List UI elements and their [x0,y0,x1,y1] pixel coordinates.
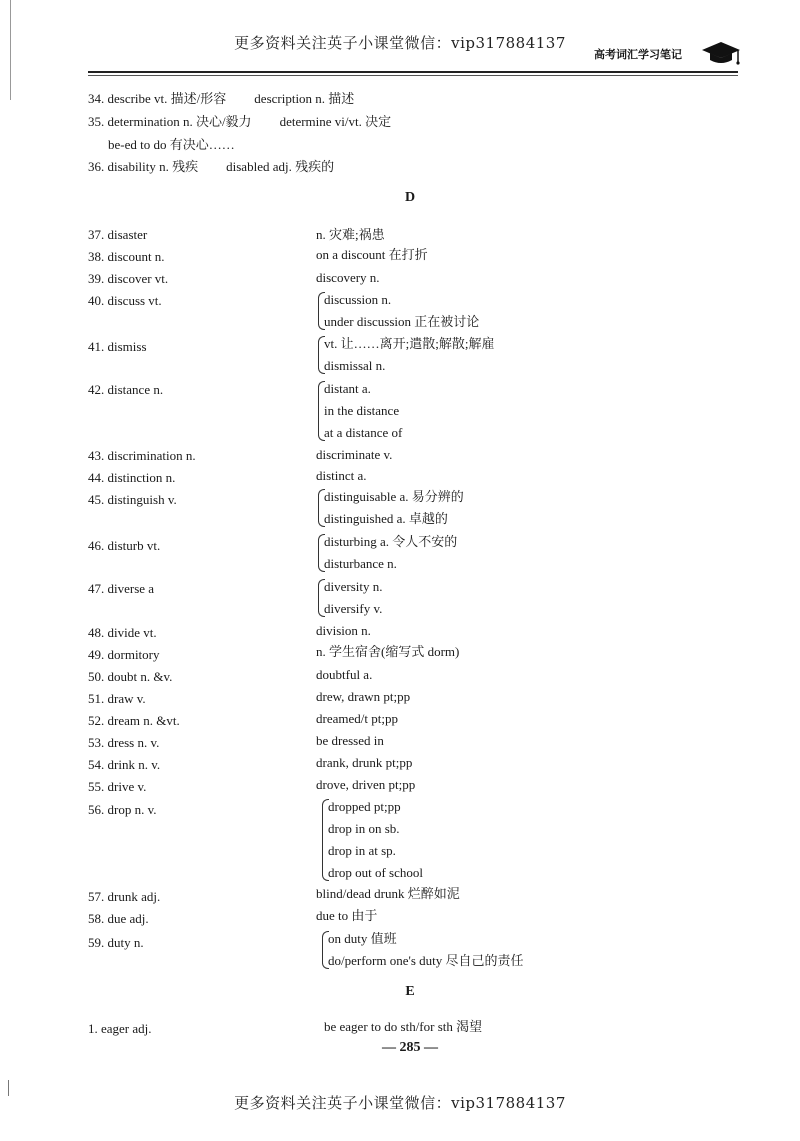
entry-34 [88,90,354,108]
header-note: 高考词汇学习笔记 [594,48,682,61]
entry-54-word: 54. drink n. v. [88,757,161,772]
entry-56-meaning-1: dropped pt;pp [328,799,401,814]
entry-50-meaning: doubtful a. [316,667,373,682]
entry-34-left: 34. describe vt. 描述/形容 [88,91,227,106]
entry-47-meaning-1: diversity n. [324,579,383,594]
entry-52-meaning: dreamed/t pt;pp [316,711,398,726]
brace [322,931,329,969]
entry-49-meaning: n. 学生宿舍(缩写式 dorm) [316,644,460,659]
entry-42-meaning-1: distant a. [324,381,371,396]
entry-54-meaning: drank, drunk pt;pp [316,755,413,770]
entry-46-word: 46. disturb vt. [88,538,161,553]
entry-56-meanings [320,796,423,884]
entry-39-meaning: discovery n. [316,270,380,285]
entry-40-meaning-1: discussion n. [324,292,392,307]
entry-35 [88,113,391,131]
entry-55-word: 55. drive v. [88,779,147,794]
brace [318,489,325,527]
entry-42-meaning-3: at a distance of [324,425,403,440]
entry-e1-word: 1. eager adj. [88,1021,152,1036]
entry-46-meanings [316,531,457,575]
entry-45-meanings [316,486,464,530]
entry-59-meaning-2: do/perform one's duty 尽自己的责任 [328,953,524,968]
section-d-heading: D [404,190,416,205]
brace [318,534,325,572]
entry-38-word: 38. discount n. [88,249,165,264]
entry-41-word: 41. dismiss [88,339,147,354]
brace [318,381,325,441]
entry-51-word: 51. draw v. [88,691,146,706]
section-e-heading: E [405,984,415,999]
entry-44-word: 44. distinction n. [88,470,176,485]
entry-53-meaning: be dressed in [316,733,384,748]
entry-48-word: 48. divide vt. [88,625,157,640]
entry-55-meaning: drove, driven pt;pp [316,777,416,792]
brace [322,799,329,881]
entry-39-word: 39. discover vt. [88,271,169,286]
entry-57-word: 57. drunk adj. [88,889,161,904]
entry-42-meanings [316,378,402,444]
watermark-bottom: 更多资料关注英子小课堂微信：vip317884137 [234,1094,566,1112]
entry-50-word: 50. doubt n. &v. [88,669,173,684]
entry-47-meanings [316,576,383,620]
entry-47-meaning-2: diversify v. [324,601,383,616]
entry-51-meaning: drew, drawn pt;pp [316,689,411,704]
entry-52-word: 52. dream n. &vt. [88,713,180,728]
entry-45-meaning-1: distinguisable a. 易分辨的 [324,489,464,504]
entry-47-word: 47. diverse a [88,581,155,596]
entry-40-word: 40. discuss vt. [88,293,162,308]
header-rule-thin [88,75,738,76]
entry-38-meaning: on a discount 在打折 [316,247,428,262]
entry-56-meaning-2: drop in on sb. [328,821,400,836]
entry-35-left: 35. determination n. 决心/毅力 [88,114,252,129]
entry-43-word: 43. discrimination n. [88,448,196,463]
entry-56-meaning-4: drop out of school [328,865,423,880]
entry-40-meaning-2: under discussion 正在被讨论 [324,314,480,329]
entry-59-meaning-1: on duty 值班 [328,931,397,946]
graduation-cap-icon [700,40,742,66]
entry-e1-meaning: be eager to do sth/for sth 渴望 [324,1019,483,1034]
entry-58-meaning: due to 由于 [316,908,378,923]
entry-40-meanings [316,289,479,333]
entry-58-word: 58. due adj. [88,911,149,926]
header-rule [88,71,738,73]
entry-35-right: determine vi/vt. 决定 [279,114,392,129]
page-number: — 285 — [382,1040,438,1055]
watermark-top: 更多资料关注英子小课堂微信：vip317884137 [234,34,566,52]
brace [318,579,325,617]
entry-46-meaning-1: disturbing a. 令人不安的 [324,534,458,549]
entry-45-word: 45. distinguish v. [88,492,177,507]
entry-35-sub-text: be-ed to do 有决心…… [108,137,235,152]
entry-42-meaning-2: in the distance [324,403,400,418]
entry-37-word: 37. disaster [88,227,148,242]
entry-57-meaning: blind/dead drunk 烂醉如泥 [316,886,460,901]
entry-36-left: 36. disability n. 残疾 [88,159,199,174]
entry-56-meaning-3: drop in at sp. [328,843,396,858]
brace [318,292,325,330]
entry-42-word: 42. distance n. [88,382,164,397]
entry-35-sub [108,136,235,154]
entry-41-meaning-1: vt. 让……离开;遣散;解散;解雇 [324,336,495,351]
entry-45-meaning-2: distinguished a. 卓越的 [324,511,448,526]
entry-53-word: 53. dress n. v. [88,735,160,750]
entry-56-word: 56. drop n. v. [88,802,157,817]
entry-59-word: 59. duty n. [88,935,144,950]
entry-49-word: 49. dormitory [88,647,160,662]
entry-41-meanings [316,333,494,377]
entry-37-meaning: n. 灾难;祸患 [316,227,385,242]
entry-48-meaning: division n. [316,623,371,638]
entry-43-meaning: discriminate v. [316,447,393,462]
brace [318,336,325,374]
entry-36 [88,158,334,176]
entry-44-meaning: distinct a. [316,468,367,483]
entry-59-meanings [320,928,524,972]
entry-46-meaning-2: disturbance n. [324,556,397,571]
entry-36-right: disabled adj. 残疾的 [226,159,335,174]
entry-34-right: description n. 描述 [254,91,355,106]
entry-41-meaning-2: dismissal n. [324,358,386,373]
